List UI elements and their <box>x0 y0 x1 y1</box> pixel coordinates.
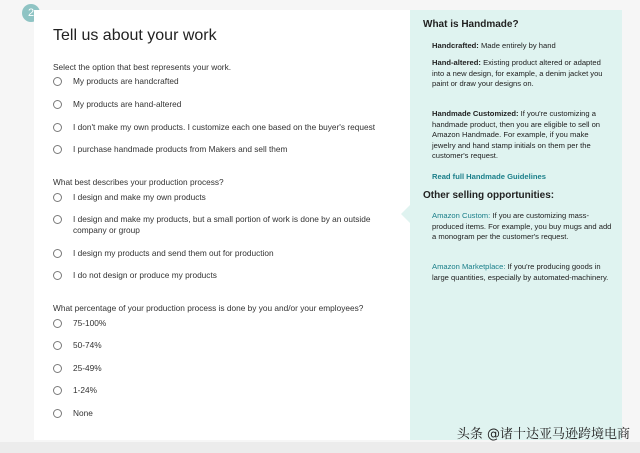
radio-button[interactable] <box>53 77 62 86</box>
option-label: I purchase handmade products from Makers and sell them <box>73 144 288 154</box>
option-handcrafted[interactable] <box>53 76 393 87</box>
option-label: I design and make my products, but a small portion of work is done by an outside company or group <box>73 214 371 235</box>
question-work-type: Select the option that best represents your work. <box>53 62 232 72</box>
info-heading: What is Handmade? <box>423 19 519 30</box>
term-handmade-customized: Handmade Customized: <box>432 109 519 118</box>
radio-button[interactable] <box>53 123 62 132</box>
option-50-74[interactable] <box>53 340 393 351</box>
option-label: 25-49% <box>73 363 102 373</box>
radio-button[interactable] <box>53 319 62 328</box>
question-production-percentage: What percentage of your production process is done by you and/or your employees? <box>53 303 364 313</box>
term-handcrafted: Handcrafted: <box>432 41 479 50</box>
info-amazon-marketplace <box>432 262 612 283</box>
radio-button[interactable] <box>53 271 62 280</box>
radio-button[interactable] <box>53 249 62 258</box>
option-customize[interactable] <box>53 122 393 133</box>
option-label: I design my products and send them out for production <box>73 248 274 258</box>
text-amazon-custom: If you are customizing mass-produced items. For example, you buy mugs and add a monogram per the customer's request. <box>432 211 612 242</box>
handmade-info-panel <box>410 10 622 440</box>
option-25-49[interactable] <box>53 363 393 374</box>
amazon-marketplace-link[interactable]: Amazon Marketplace: <box>432 262 506 271</box>
option-design-and-make[interactable] <box>53 192 393 203</box>
form-title: Tell us about your work <box>53 27 217 44</box>
option-label: I do not design or produce my products <box>73 270 217 280</box>
radio-button[interactable] <box>53 341 62 350</box>
radio-button[interactable] <box>53 386 62 395</box>
option-label: My products are handcrafted <box>73 76 179 86</box>
text-amazon-marketplace: If you're producing goods in large quantities, especially by automated-machinery. <box>432 262 609 282</box>
option-label: 1-24% <box>73 385 97 395</box>
handmade-guidelines-link[interactable]: Read full Handmade Guidelines <box>432 172 546 181</box>
info-amazon-custom <box>432 211 612 243</box>
question-production-process: What best describes your production process? <box>53 177 224 187</box>
radio-button[interactable] <box>53 145 62 154</box>
option-label: 75-100% <box>73 318 107 328</box>
option-purchase-from-makers[interactable] <box>53 144 393 155</box>
form-panel <box>34 10 410 440</box>
option-1-24[interactable] <box>53 385 393 396</box>
option-do-not-design[interactable] <box>53 270 393 281</box>
info-hand-altered <box>432 58 612 90</box>
step-number-badge: 2 <box>22 4 40 22</box>
info-handcrafted <box>432 41 612 52</box>
amazon-custom-link[interactable]: Amazon Custom: <box>432 211 491 220</box>
option-none[interactable] <box>53 408 393 419</box>
option-label: I design and make my own products <box>73 192 206 202</box>
info-panel-pointer <box>401 205 410 223</box>
text-handmade-customized: If you're customizing a handmade product, then you are eligible to sell on Amazon Handmade. For example, if you make jewelry and hand stamp initials on them per the customer's request. <box>432 109 601 161</box>
option-label: My products are hand-altered <box>73 99 182 109</box>
option-hand-altered[interactable] <box>53 99 393 110</box>
watermark: 头条 @诸十达亚马逊跨境电商 <box>456 427 630 442</box>
option-label: 50-74% <box>73 340 102 350</box>
radio-button[interactable] <box>53 100 62 109</box>
info-handmade-customized <box>432 109 612 162</box>
other-selling-heading: Other selling opportunities: <box>423 190 555 201</box>
option-75-100[interactable] <box>53 318 393 329</box>
text-hand-altered: Existing product altered or adapted into a new design, for example, a denim jacket you paint or draw your designs on. <box>432 58 603 89</box>
option-send-out-production[interactable] <box>53 248 393 259</box>
option-label: None <box>73 408 93 418</box>
radio-button[interactable] <box>53 364 62 373</box>
option-partial-outside[interactable] <box>53 214 373 236</box>
radio-button[interactable] <box>53 409 62 418</box>
radio-button[interactable] <box>53 215 62 224</box>
term-hand-altered: Hand-altered: <box>432 58 481 67</box>
option-label: I don't make my own products. I customize each one based on the buyer's request <box>73 122 376 132</box>
radio-button[interactable] <box>53 193 62 202</box>
bottom-strip <box>0 442 640 453</box>
text-handcrafted: Made entirely by hand <box>478 41 556 50</box>
